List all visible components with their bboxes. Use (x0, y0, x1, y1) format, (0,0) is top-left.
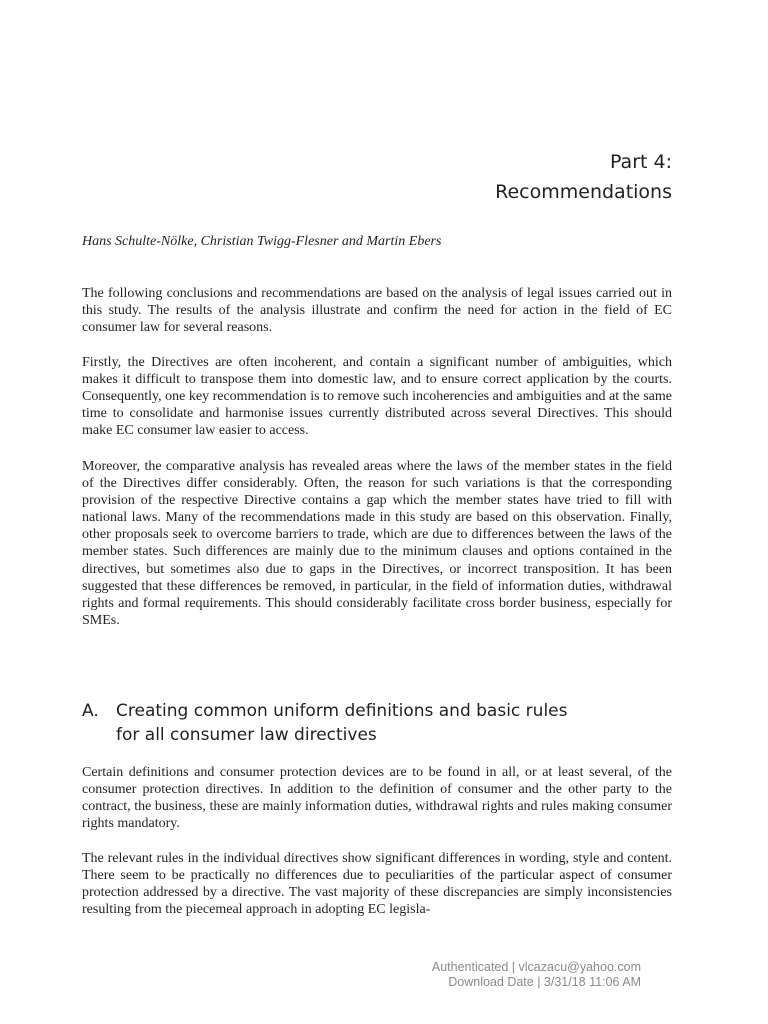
part-label: Part 4: (609, 151, 672, 173)
part-heading (495, 147, 672, 207)
intro-paragraph-1: The following conclusions and recommendations are based on the analysis of legal issues carried out in this study. The results of the analysis illustrate and confirm the need for action in the field of EC consumer law for several reasons. (82, 286, 672, 336)
download-footer (432, 960, 641, 990)
download-date-line: Download Date | 3/31/18 11:06 AM (448, 975, 641, 989)
section-a-title-line2: for all consumer law directives (116, 725, 377, 745)
intro-paragraph-3: Moreover, the comparative analysis has revealed areas where the laws of the member states in the field of the Directives differ considerably. Often, the reason for such variations is that the corresponding provision of the respective Directive contains a gap which the member states have tried to fill with national laws. Many of the recommendations made in this study are based on this observation. Finally, other proposals seek to overcome barriers to trade, which are due to differences between the laws of the member states. Such differences are mainly due to the minimum clauses and options contained in the directives, but sometimes also due to gaps in the Directives, or incorrect transposition. It has been suggested that these differences be removed, in particular, in the field of information duties, withdrawal rights and formal requirements. This should considerably facilitate cross border business, especially for SMEs. (82, 459, 672, 628)
section-a-letter: A. (82, 701, 99, 721)
intro-paragraph-2: Firstly, the Directives are often incoherent, and contain a significant number of ambiguities, which makes it difficult to transpose them into domestic law, and to ensure correct application by the courts. Consequently, one key recommendation is to remove such incoherencies and ambiguities and at the same time to consolidate and harmonise issues currently distributed across several Directives. This should make EC consumer law easier to access. (82, 355, 672, 439)
authors-line: Hans Schulte-Nölke, Christian Twigg-Flesner and Martin Ebers (82, 234, 442, 249)
section-a-heading (82, 699, 682, 747)
section-a-title-line1: Creating common uniform definitions and basic rules (116, 701, 568, 721)
section-a-paragraph-2: The relevant rules in the individual directives show significant differences in wording, style and content. There seem to be practically no differences due to peculiarities of the particular aspect of consumer protection addressed by a directive. The vast majority of these discrepancies are simply inconsistencies resulting from the piecemeal approach in adopting EC legisla- (82, 851, 672, 918)
section-a-paragraph-1: Certain definitions and consumer protection devices are to be found in all, or at least several, of the consumer protection directives. In addition to the definition of consumer and the other party to the contract, the business, these are mainly information duties, withdrawal rights and rules making consumer rights mandatory. (82, 765, 672, 832)
page-title: Recommendations (495, 181, 672, 203)
authenticated-line: Authenticated | vlcazacu@yahoo.com (431, 960, 641, 974)
